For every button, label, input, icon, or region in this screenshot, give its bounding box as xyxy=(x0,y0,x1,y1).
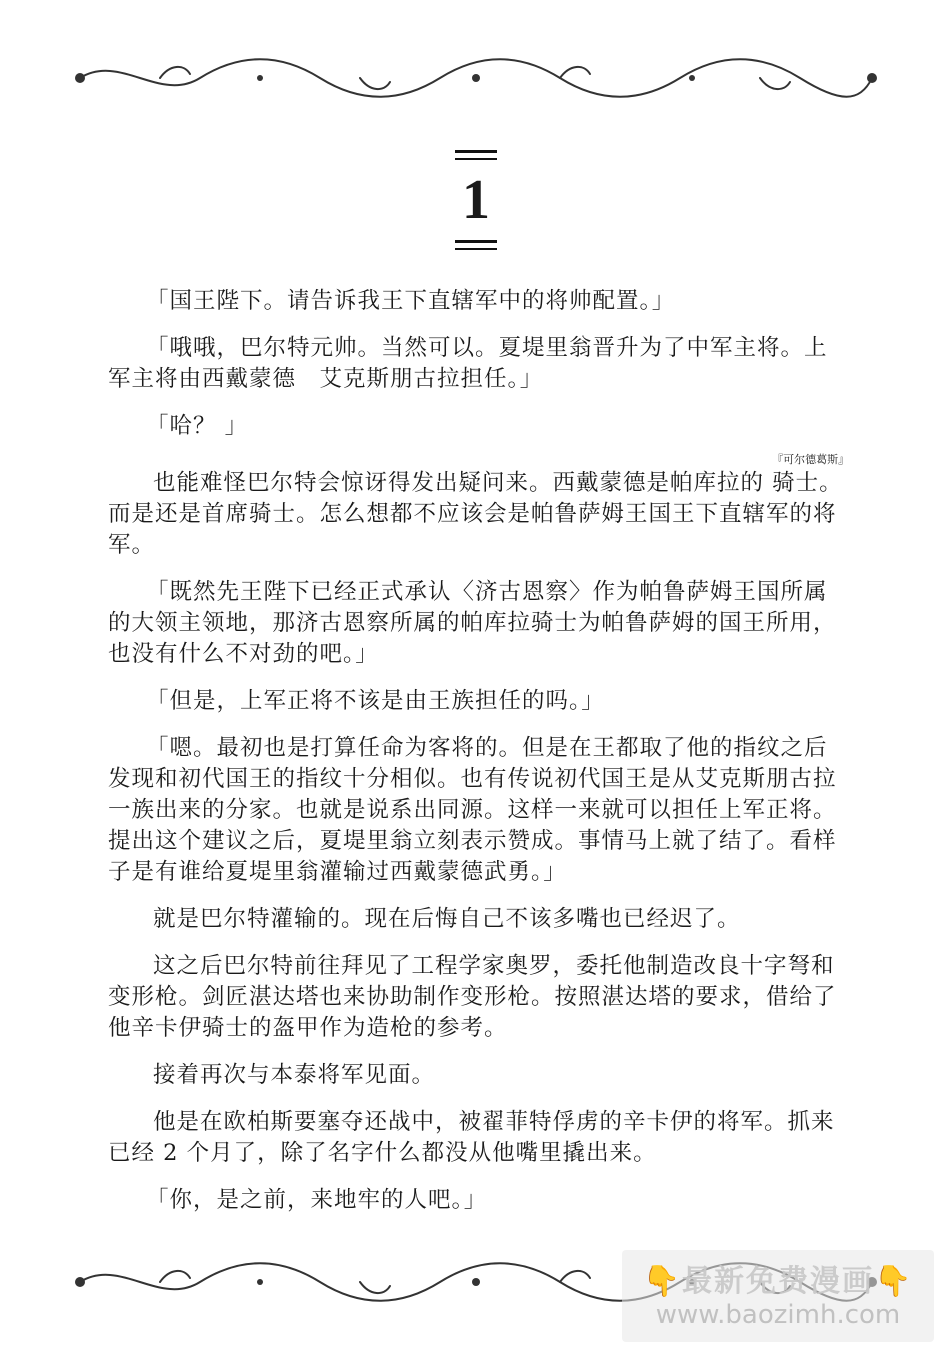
paragraph: 就是巴尔特灌输的。现在后悔自己不该多嘴也已经迟了。 xyxy=(153,906,741,932)
chapter-rule-top xyxy=(455,150,497,160)
body-text xyxy=(108,286,848,1232)
paragraph: 他是在欧柏斯要塞夺还战中，被翟菲特俘虏的辛卡伊的将军。抓来已经 2 个月了，除了名字什么都没从他嘴里撬出来。 xyxy=(108,1109,835,1166)
paragraph: 「哈？ 」 xyxy=(146,413,249,439)
watermark-title: 最新免费漫画 xyxy=(682,1264,874,1299)
pointing-down-icon: 👇 xyxy=(642,1264,682,1299)
paragraph: 「但是，上军正将不该是由王族担任的吗。」 xyxy=(146,688,605,714)
paragraph: 接着再次与本泰将军见面。 xyxy=(153,1062,436,1088)
chapter-rule-bottom xyxy=(455,240,497,250)
paragraph: 「国王陛下。请告诉我王下直辖军中的将帅配置。」 xyxy=(146,288,676,314)
paragraph: 「既然先王陛下已经正式承认〈济古恩察〉作为帕鲁萨姆王国所属的大领主领地，那济古恩察所属的帕库拉骑士为帕鲁萨姆的国王所用，也没有什么不对劲的吧。」 xyxy=(108,579,837,667)
paragraph: 「你，是之前，来地牢的人吧。」 xyxy=(146,1187,488,1213)
paragraph: 「哦哦，巴尔特元帅。当然可以。夏堤里翁晋升为了中军主将。上军主将由西戴蒙德 艾克斯朋古拉担任。」 xyxy=(108,335,828,392)
paragraph: 这之后巴尔特前往拜见了工程学家奥罗，委托他制造改良十字弩和变形枪。剑匠湛达塔也来协助制作变形枪。按照湛达塔的要求，借给了他辛卡伊骑士的盔甲作为造枪的参考。 xyxy=(108,953,837,1041)
paragraph: 「嗯。最初也是打算任命为客将的。但是在王都取了他的指纹之后发现和初代国王的指纹十分相似。也有传说初代国王是从艾克斯朋古拉一族出来的分家。也就是说系出同源。这样一来就可以担任上军正将。提出这个建议之后，夏堤里翁立刻表示赞成。事情马上就了结了。看样子是有谁给夏堤里翁灌输过西戴蒙德武勇。」 xyxy=(108,735,837,885)
ruby-annotation: 『可尔德葛斯』 xyxy=(772,453,850,466)
chapter-number: 1 xyxy=(462,169,490,231)
chapter-heading xyxy=(0,150,952,250)
pointing-down-icon: 👇 xyxy=(874,1264,914,1299)
watermark-title-row xyxy=(622,1256,934,1300)
paragraph-with-ruby xyxy=(108,453,850,561)
ruby-paragraph-after: 。而是还是首席骑士。怎么想都不应该会是帕鲁萨姆王国王下直辖军的将军。 xyxy=(108,470,843,558)
ruby-annotated-word xyxy=(772,453,850,496)
top-ornament-border xyxy=(60,48,892,108)
ruby-base: 骑士 xyxy=(772,470,820,496)
watermark[interactable] xyxy=(622,1250,934,1342)
ruby-paragraph-before: 也能难怪巴尔特会惊讶得发出疑问来。西戴蒙德是帕库拉的 xyxy=(153,470,773,496)
watermark-url[interactable]: www.baozimh.com xyxy=(655,1300,901,1330)
